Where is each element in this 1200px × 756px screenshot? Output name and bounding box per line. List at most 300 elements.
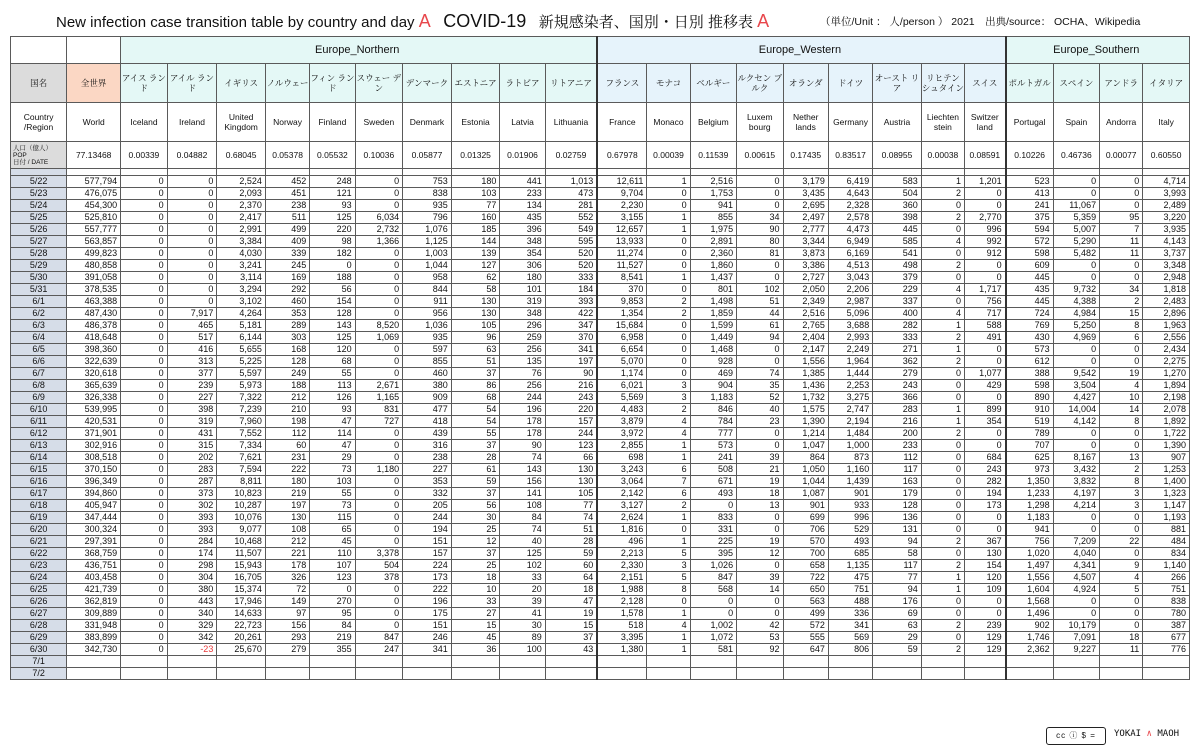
data-cell: 41	[500, 608, 545, 620]
data-cell: 139	[451, 248, 500, 260]
data-cell: 3,395	[597, 632, 647, 644]
date-cell: 6/29	[11, 632, 67, 644]
region-europe-western: Europe_Western	[597, 37, 1005, 64]
world-blank	[67, 37, 121, 64]
data-cell: 393	[167, 524, 217, 536]
data-cell: 581	[690, 644, 736, 656]
data-cell: 174	[167, 548, 217, 560]
spacer-cell	[310, 169, 355, 176]
data-cell: 475	[828, 572, 872, 584]
data-cell: 0	[1053, 176, 1099, 188]
world-label-en: World	[67, 103, 121, 142]
data-cell	[921, 656, 964, 668]
data-cell: 0	[355, 368, 403, 380]
data-cell: 5,655	[217, 344, 266, 356]
data-cell: 3,241	[217, 260, 266, 272]
data-cell: 0	[355, 440, 403, 452]
data-cell: 0	[121, 248, 167, 260]
data-cell: 2	[921, 620, 964, 632]
data-cell: 2,213	[597, 548, 647, 560]
data-cell: 541	[873, 248, 922, 260]
data-cell: 0	[121, 176, 167, 188]
data-cell: 238	[265, 200, 309, 212]
spacer-cell	[355, 169, 403, 176]
table-row	[11, 644, 1190, 656]
data-cell: 0	[121, 392, 167, 404]
data-cell: 0	[737, 596, 783, 608]
data-cell: 0	[965, 608, 1006, 620]
data-cell: 612	[1006, 356, 1054, 368]
data-cell: 504	[873, 188, 922, 200]
data-cell: 3	[647, 380, 690, 392]
data-cell: 306	[500, 260, 545, 272]
table-row	[11, 296, 1190, 308]
data-cell: 1,002	[690, 620, 736, 632]
data-cell: 2,417	[217, 212, 266, 224]
data-cell: 846	[690, 404, 736, 416]
data-cell: 64	[545, 572, 597, 584]
page-title	[56, 11, 769, 32]
logo-text-maoh: MAOH	[1157, 729, 1180, 739]
data-cell: 12,657	[597, 224, 647, 236]
data-cell: 3,435	[783, 188, 828, 200]
data-cell: 2,230	[597, 200, 647, 212]
data-cell: 175	[403, 608, 452, 620]
country-population: 0.05877	[403, 142, 452, 169]
data-cell: 154	[310, 296, 355, 308]
data-cell: 3	[647, 560, 690, 572]
data-cell: 0	[121, 548, 167, 560]
data-cell: 33	[451, 596, 500, 608]
world-cell: 577,794	[67, 176, 121, 188]
data-cell: 717	[965, 308, 1006, 320]
data-cell: 4,714	[1143, 176, 1190, 188]
country-population: 0.08955	[873, 142, 922, 169]
data-cell: 1,390	[1143, 440, 1190, 452]
data-cell: 416	[167, 344, 217, 356]
data-cell: 6	[1100, 332, 1143, 344]
data-cell: 2,497	[783, 212, 828, 224]
data-cell: 0	[647, 596, 690, 608]
data-cell: 609	[1006, 260, 1054, 272]
country-name-en: Sweden	[355, 103, 403, 142]
data-cell: 220	[545, 404, 597, 416]
data-cell: 1,298	[1006, 500, 1054, 512]
data-cell: 9	[1100, 560, 1143, 572]
data-cell: 11,507	[217, 548, 266, 560]
world-cell: 342,730	[67, 644, 121, 656]
data-cell: 7,209	[1053, 536, 1099, 548]
data-cell: 125	[310, 212, 355, 224]
data-cell: 1,444	[828, 368, 872, 380]
country-population: 0.01906	[500, 142, 545, 169]
data-cell: 11	[1100, 644, 1143, 656]
population-label	[11, 142, 67, 169]
data-cell: 96	[451, 332, 500, 344]
data-cell: 1,964	[828, 356, 872, 368]
data-cell: 2,328	[828, 200, 872, 212]
data-cell: 287	[167, 476, 217, 488]
table-row	[11, 284, 1190, 296]
data-cell	[167, 668, 217, 680]
data-cell: 0	[1100, 548, 1143, 560]
data-cell: 3,832	[1053, 476, 1099, 488]
data-cell: 460	[403, 368, 452, 380]
data-cell: 108	[500, 500, 545, 512]
table-row	[11, 512, 1190, 524]
data-cell: 36	[451, 644, 500, 656]
data-cell: 1,183	[1006, 512, 1054, 524]
data-cell: 0	[921, 608, 964, 620]
data-cell: 292	[265, 284, 309, 296]
data-cell: 76	[500, 368, 545, 380]
data-cell: 0	[921, 392, 964, 404]
data-cell: 333	[873, 332, 922, 344]
data-cell: 519	[1006, 416, 1054, 428]
data-cell: 0	[121, 284, 167, 296]
data-cell: 1,087	[783, 488, 828, 500]
country-name-en: Iceland	[121, 103, 167, 142]
data-cell: 342	[167, 632, 217, 644]
data-cell: 2,360	[690, 248, 736, 260]
data-cell: 9,704	[597, 188, 647, 200]
data-cell: 178	[265, 560, 309, 572]
world-cell: 362,819	[67, 596, 121, 608]
data-cell: 0	[647, 524, 690, 536]
data-cell: 282	[873, 320, 922, 332]
country-population: 0.05532	[310, 142, 355, 169]
data-cell	[1053, 656, 1099, 668]
data-cell: 0	[921, 500, 964, 512]
data-cell: 2,624	[597, 512, 647, 524]
date-cell: 6/1	[11, 296, 67, 308]
data-cell: 173	[965, 500, 1006, 512]
data-cell	[737, 668, 783, 680]
data-cell: 2	[1100, 464, 1143, 476]
data-cell: 110	[310, 548, 355, 560]
date-cell: 6/4	[11, 332, 67, 344]
data-cell: 194	[403, 524, 452, 536]
data-cell: 1	[647, 512, 690, 524]
data-cell: 2,078	[1143, 404, 1190, 416]
data-cell	[500, 656, 545, 668]
data-cell: 29	[873, 632, 922, 644]
country-name-en: Latvia	[500, 103, 545, 142]
data-cell: 45	[310, 536, 355, 548]
data-cell: 0	[737, 608, 783, 620]
spacer-cell	[217, 169, 266, 176]
data-cell: 0	[121, 536, 167, 548]
country-en-row	[11, 103, 1190, 142]
data-cell: 722	[783, 572, 828, 584]
data-cell: 244	[403, 512, 452, 524]
data-cell: 409	[265, 236, 309, 248]
data-cell: 1,077	[965, 368, 1006, 380]
data-cell: 1,753	[690, 188, 736, 200]
data-cell: 911	[403, 296, 452, 308]
data-cell: 0	[737, 200, 783, 212]
data-cell: 1,354	[597, 308, 647, 320]
country-name-ja: ルクセン ブルク	[737, 64, 783, 103]
data-cell: 128	[873, 500, 922, 512]
data-cell: 847	[690, 572, 736, 584]
infection-table-container	[10, 36, 1194, 680]
data-cell: -23	[167, 644, 217, 656]
date-cell: 6/28	[11, 620, 67, 632]
table-row	[11, 368, 1190, 380]
data-cell: 0	[121, 188, 167, 200]
data-cell: 504	[355, 560, 403, 572]
data-cell: 28	[451, 452, 500, 464]
data-cell	[310, 656, 355, 668]
data-cell	[828, 668, 872, 680]
data-cell: 3,879	[597, 416, 647, 428]
data-cell: 1	[647, 536, 690, 548]
data-cell	[355, 656, 403, 668]
data-cell: 0	[921, 632, 964, 644]
spacer-cell	[500, 169, 545, 176]
data-cell: 55	[451, 428, 500, 440]
data-cell: 11	[1100, 248, 1143, 260]
data-cell: 5,070	[597, 356, 647, 368]
data-cell: 3,384	[217, 236, 266, 248]
data-cell: 2,556	[1143, 332, 1190, 344]
data-cell	[921, 668, 964, 680]
data-cell: 1,496	[1006, 608, 1054, 620]
data-cell: 958	[403, 272, 452, 284]
data-cell: 1,894	[1143, 380, 1190, 392]
data-cell: 0	[921, 548, 964, 560]
data-cell: 4,924	[1053, 584, 1099, 596]
data-cell: 185	[451, 224, 500, 236]
data-cell: 117	[873, 560, 922, 572]
data-cell: 0	[355, 524, 403, 536]
data-cell: 112	[873, 452, 922, 464]
data-cell: 6,021	[597, 380, 647, 392]
data-cell: 283	[167, 464, 217, 476]
data-cell: 130	[451, 308, 500, 320]
data-cell: 751	[1143, 584, 1190, 596]
data-cell: 1,125	[403, 236, 452, 248]
data-cell: 0	[1100, 200, 1143, 212]
data-cell: 6,949	[828, 236, 872, 248]
data-cell: 0	[121, 404, 167, 416]
data-cell: 355	[310, 644, 355, 656]
date-cell: 5/31	[11, 284, 67, 296]
data-cell: 4,341	[1053, 560, 1099, 572]
data-cell: 0	[1053, 260, 1099, 272]
data-cell: 1,366	[355, 236, 403, 248]
data-cell	[597, 656, 647, 668]
data-cell: 144	[451, 236, 500, 248]
data-cell: 61	[451, 464, 500, 476]
data-cell: 241	[690, 452, 736, 464]
data-cell: 0	[1053, 428, 1099, 440]
data-cell: 1,498	[690, 296, 736, 308]
data-cell: 563	[783, 596, 828, 608]
data-cell: 4,197	[1053, 488, 1099, 500]
world-cell: 331,948	[67, 620, 121, 632]
data-cell: 107	[310, 560, 355, 572]
data-cell: 0	[167, 176, 217, 188]
country-population: 0.05378	[265, 142, 309, 169]
data-cell: 1	[647, 224, 690, 236]
data-cell: 0	[737, 440, 783, 452]
table-row	[11, 272, 1190, 284]
data-cell: 398	[167, 404, 217, 416]
data-cell: 452	[265, 176, 309, 188]
data-cell: 0	[121, 608, 167, 620]
data-cell: 0	[690, 596, 736, 608]
data-cell: 4,264	[217, 308, 266, 320]
data-cell: 74	[545, 512, 597, 524]
data-cell: 0	[355, 452, 403, 464]
data-cell: 0	[737, 344, 783, 356]
country-name-en: Portugal	[1006, 103, 1054, 142]
spacer-cell	[545, 169, 597, 176]
world-cell: 421,739	[67, 584, 121, 596]
data-cell: 0	[1053, 188, 1099, 200]
table-row	[11, 200, 1190, 212]
data-cell: 1,732	[783, 392, 828, 404]
spacer-cell	[403, 169, 452, 176]
data-cell: 0	[1100, 596, 1143, 608]
data-cell: 60	[265, 440, 309, 452]
data-cell: 0	[121, 344, 167, 356]
data-cell: 2,275	[1143, 356, 1190, 368]
data-cell: 0	[121, 524, 167, 536]
data-cell: 35	[737, 380, 783, 392]
data-cell: 0	[355, 500, 403, 512]
data-cell: 13	[1100, 452, 1143, 464]
data-cell: 899	[965, 404, 1006, 416]
data-cell: 2,993	[828, 332, 872, 344]
data-cell: 0	[121, 356, 167, 368]
data-cell: 430	[1006, 332, 1054, 344]
data-cell: 1,214	[783, 428, 828, 440]
data-cell: 573	[690, 440, 736, 452]
data-cell: 37	[545, 632, 597, 644]
data-cell: 40	[500, 536, 545, 548]
data-cell: 105	[545, 488, 597, 500]
date-cell: 5/25	[11, 212, 67, 224]
table-row	[11, 488, 1190, 500]
data-cell: 796	[403, 212, 452, 224]
data-cell: 1	[647, 452, 690, 464]
data-cell: 465	[167, 320, 217, 332]
data-cell: 20	[500, 584, 545, 596]
country-population: 0.00039	[647, 142, 690, 169]
data-cell: 831	[355, 404, 403, 416]
country-population: 0.00038	[921, 142, 964, 169]
data-cell: 15	[1100, 308, 1143, 320]
data-cell: 2,370	[217, 200, 266, 212]
data-cell: 6,654	[597, 344, 647, 356]
data-cell: 0	[121, 476, 167, 488]
date-cell: 7/1	[11, 656, 67, 668]
data-cell: 0	[921, 224, 964, 236]
data-cell: 2,194	[828, 416, 872, 428]
spacer-cell	[737, 169, 783, 176]
data-cell: 180	[451, 176, 500, 188]
data-cell: 54	[451, 416, 500, 428]
data-cell: 2,142	[597, 488, 647, 500]
data-cell: 121	[310, 188, 355, 200]
data-cell: 1	[647, 440, 690, 452]
data-cell: 1,400	[1143, 476, 1190, 488]
date-cell: 6/8	[11, 380, 67, 392]
spacer-cell	[690, 169, 736, 176]
data-cell: 3,972	[597, 428, 647, 440]
table-row	[11, 428, 1190, 440]
data-cell: 197	[545, 356, 597, 368]
data-cell: 0	[690, 500, 736, 512]
data-cell: 1,183	[690, 392, 736, 404]
data-cell: 95	[1100, 212, 1143, 224]
data-cell: 864	[783, 452, 828, 464]
data-cell: 0	[737, 272, 783, 284]
data-cell: 1	[647, 212, 690, 224]
data-cell: 7,322	[217, 392, 266, 404]
data-cell: 0	[1100, 512, 1143, 524]
data-cell: 39	[737, 452, 783, 464]
data-cell: 0	[921, 488, 964, 500]
data-cell: 15	[545, 620, 597, 632]
data-cell	[1006, 656, 1054, 668]
world-cell: 394,860	[67, 488, 121, 500]
data-cell: 128	[310, 308, 355, 320]
data-cell: 935	[403, 332, 452, 344]
data-cell	[310, 668, 355, 680]
data-cell: 901	[828, 488, 872, 500]
country-population: 0.67978	[597, 142, 647, 169]
date-cell: 5/24	[11, 200, 67, 212]
world-cell: 405,947	[67, 500, 121, 512]
data-cell: 56	[451, 500, 500, 512]
data-cell: 0	[121, 236, 167, 248]
data-cell: 1,975	[690, 224, 736, 236]
data-cell: 0	[1100, 440, 1143, 452]
data-cell: 6	[647, 464, 690, 476]
data-cell: 10,287	[217, 500, 266, 512]
data-cell: 5	[1100, 584, 1143, 596]
data-cell: 396	[500, 224, 545, 236]
data-cell: 224	[403, 560, 452, 572]
data-cell: 4,143	[1143, 236, 1190, 248]
data-cell: 3,179	[783, 176, 828, 188]
data-cell: 21	[737, 464, 783, 476]
data-cell: 0	[121, 440, 167, 452]
country-name-ja: イタリア	[1143, 64, 1190, 103]
data-cell: 2	[647, 308, 690, 320]
data-cell: 115	[310, 512, 355, 524]
country-name-ja: ドイツ	[828, 64, 872, 103]
data-cell: 941	[690, 200, 736, 212]
infection-table	[10, 36, 1190, 680]
data-cell	[597, 668, 647, 680]
data-cell: 2,147	[783, 344, 828, 356]
data-cell: 508	[690, 464, 736, 476]
data-cell: 179	[873, 488, 922, 500]
country-name-en: Estonia	[451, 103, 500, 142]
data-cell: 6,144	[217, 332, 266, 344]
data-cell: 90	[545, 368, 597, 380]
data-cell: 1,380	[597, 644, 647, 656]
data-cell: 0	[310, 260, 355, 272]
data-cell	[873, 656, 922, 668]
data-cell: 0	[121, 500, 167, 512]
data-cell: 178	[500, 428, 545, 440]
